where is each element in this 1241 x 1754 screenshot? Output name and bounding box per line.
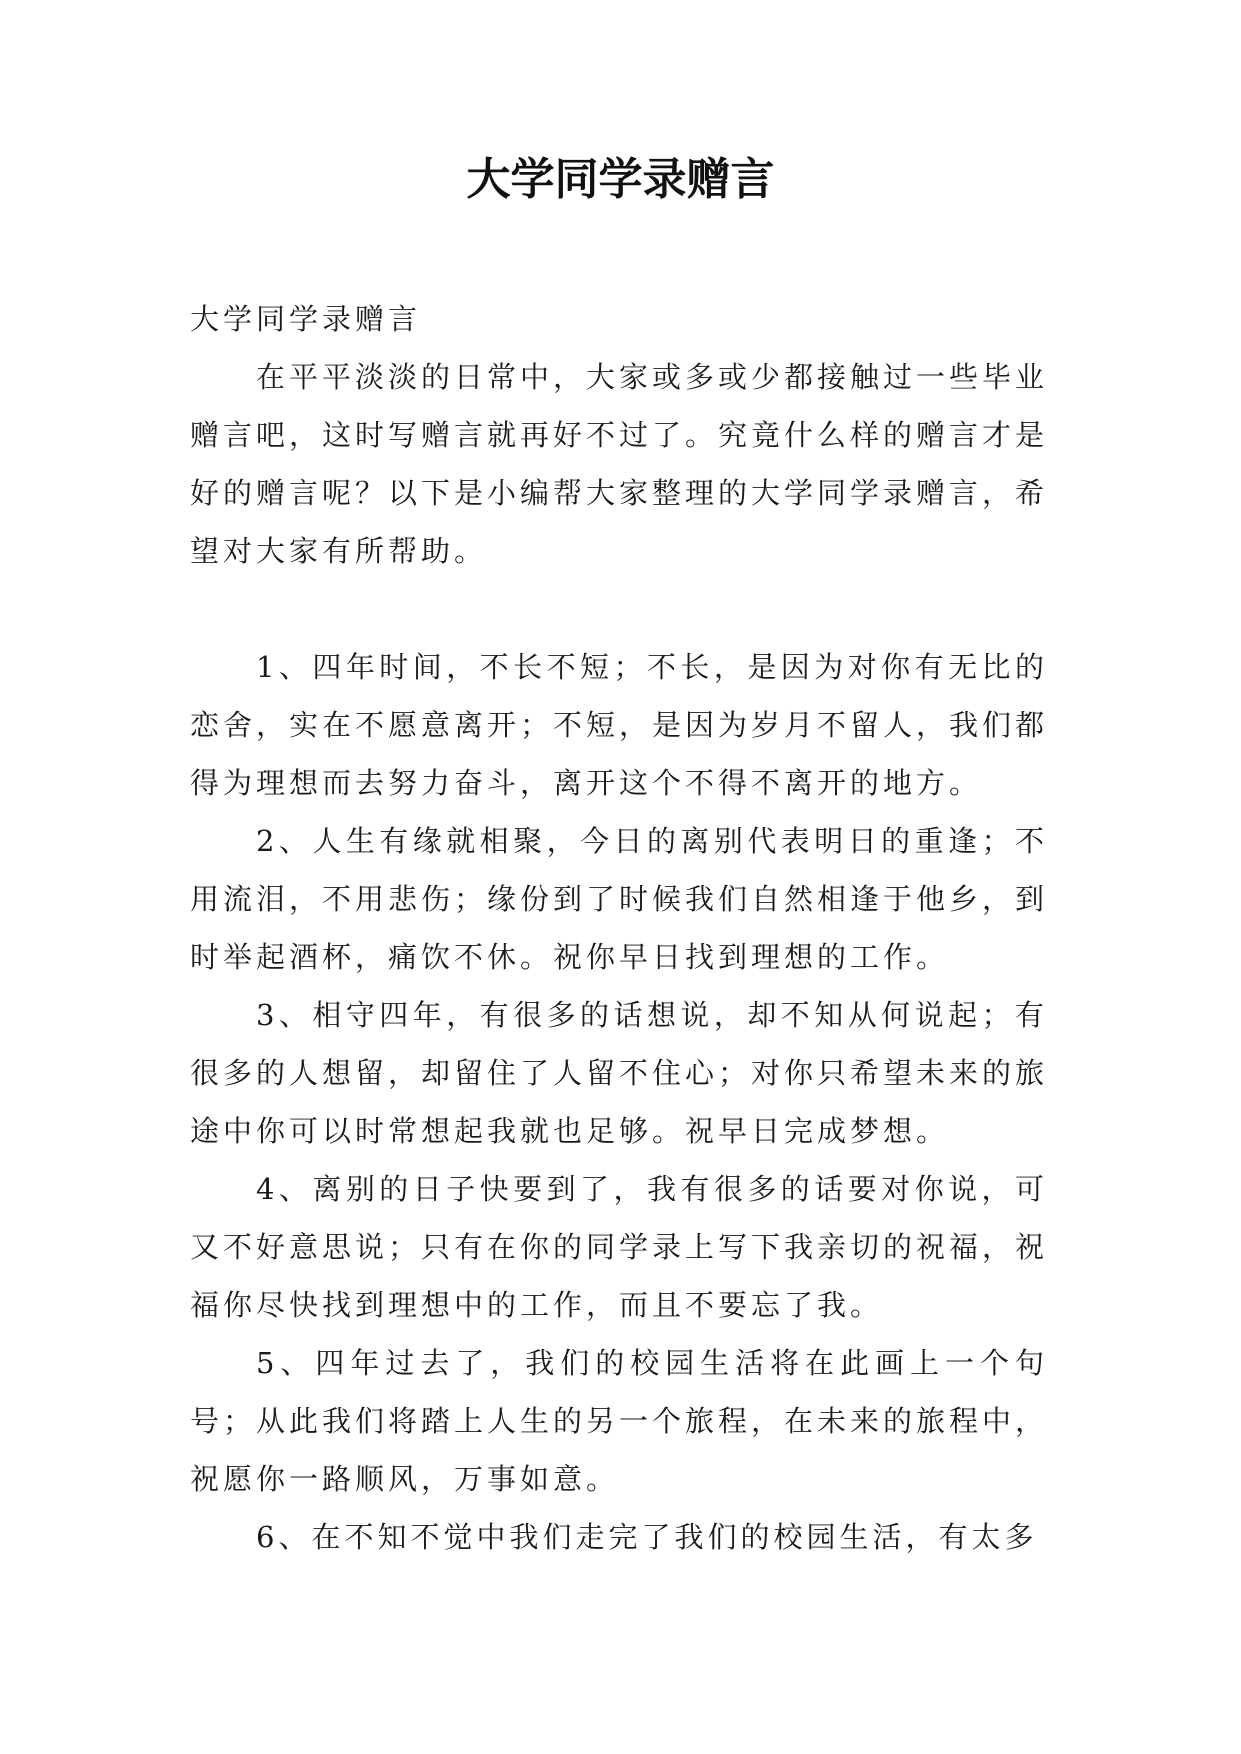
message-item-3: 3、相守四年，有很多的话想说，却不知从何说起；有很多的人想留，却留住了人留不住心；对你只希望未来的旅途中你可以时常想起我就也足够。祝早日完成梦想。 bbox=[190, 998, 1049, 1148]
message-item-6: 6、在不知不觉中我们走完了我们的校园生活，有太多 bbox=[256, 1520, 1038, 1554]
document-subtitle: 大学同学录赠言 bbox=[190, 302, 422, 336]
message-item-2: 2、人生有缘就相聚，今日的离别代表明日的重逢；不用流泪，不用悲伤；缘份到了时候我们自然相逢于他乡，到时举起酒杯，痛饮不休。祝你早日找到理想的工作。 bbox=[190, 824, 1049, 974]
message-item-1: 1、四年时间，不长不短；不长，是因为对你有无比的恋舍，实在不愿意离开；不短，是因为岁月不留人，我们都得为理想而去努力奋斗，离开这个不得不离开的地方。 bbox=[190, 650, 1049, 800]
message-item-4: 4、离别的日子快要到了，我有很多的话要对你说，可又不好意思说；只有在你的同学录上写下我亲切的祝福，祝福你尽快找到理想中的工作，而且不要忘了我。 bbox=[190, 1172, 1049, 1322]
document-body bbox=[190, 290, 1048, 1566]
paragraph-spacer bbox=[190, 580, 1048, 638]
document-title: 大学同学录赠言 bbox=[466, 154, 775, 205]
intro-paragraph: 在平平淡淡的日常中，大家或多或少都接触过一些毕业赠言吧，这时写赠言就再好不过了。究竟什么样的赠言才是好的赠言呢？以下是小编帮大家整理的大学同学录赠言，希望对大家有所帮助。 bbox=[190, 360, 1049, 568]
message-item-5: 5、四年过去了，我们的校园生活将在此画上一个句号；从此我们将踏上人生的另一个旅程，在未来的旅程中，祝愿你一路顺风，万事如意。 bbox=[190, 1346, 1049, 1496]
